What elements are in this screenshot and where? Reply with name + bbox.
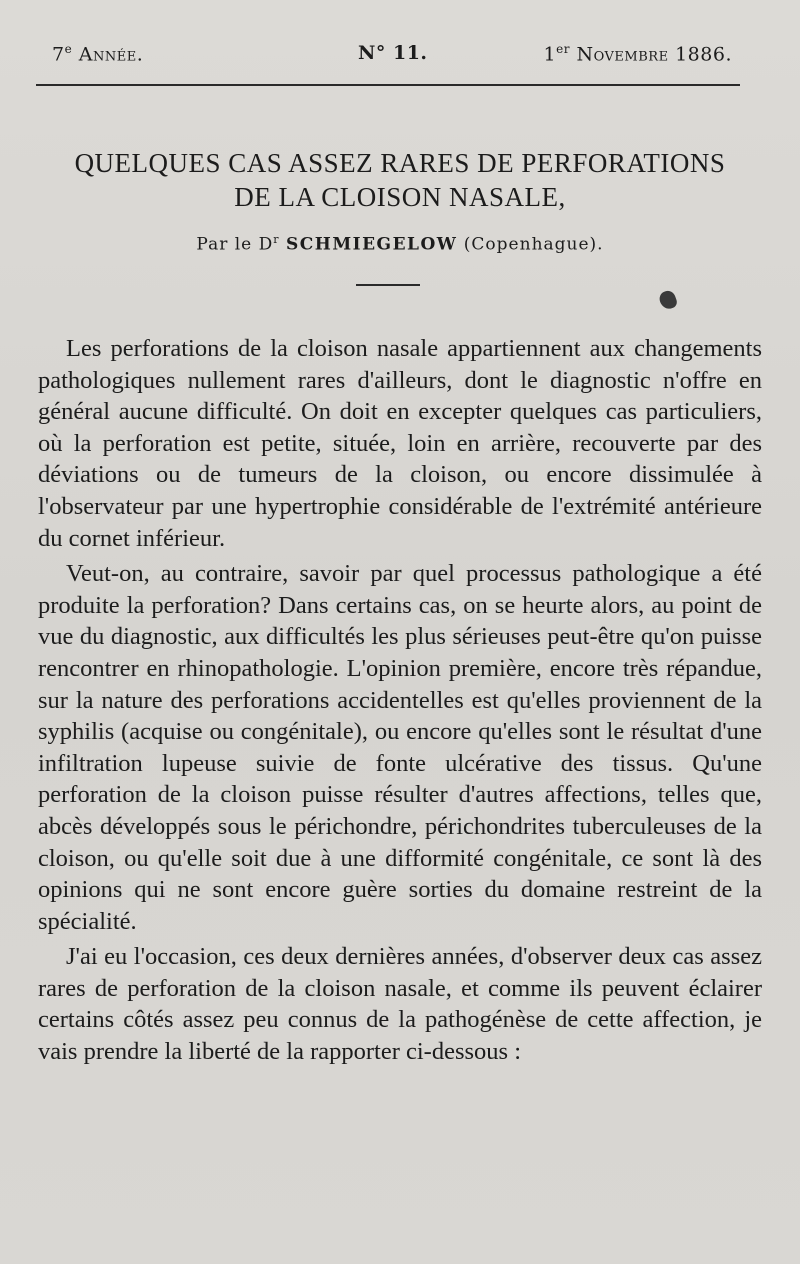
- year-superscript: e: [64, 42, 73, 56]
- year-number: 7: [52, 43, 65, 66]
- article-title: [0, 146, 800, 214]
- ink-spot: [657, 289, 678, 311]
- article-body: [38, 333, 762, 1072]
- paragraph-2: Veut-on, au contraire, savoir par quel processus pathologique a été produite la perforation? Dans certains cas, on se heurte alors, au point de vue du diagnostic, aux difficultés les plus sérieuses peut-être qu'on puisse rencontrer en rhinopathologie. L'opinion première, encore très répandue, sur la nature des perforations accidentelles est qu'elles proviennent de la syphilis (acquise ou congénitale), ou encore qu'elles sont le résultat d'une infiltration lupeuse suivie de fonte ulcérative des tissus. Qu'une perforation de la cloison puisse résulter d'autres affections, telles que, abcès développés sous le périchondre, périchondrites tuberculeuses de la cloison, ou qu'elle soit due à une difformité congénitale, ce sont là des opinions qui ne sont encore guère sorties du domaine restreint de la spécialité.: [38, 560, 762, 935]
- date-day: 1: [543, 43, 557, 66]
- date-text: Novembre 1886.: [576, 43, 732, 66]
- issue-date: [544, 42, 733, 65]
- issue-number: N° 11.: [358, 42, 428, 64]
- byline-prefix: Par le D: [196, 234, 274, 255]
- year-word: Année.: [78, 43, 144, 66]
- paragraph-1: Les perforations de la cloison nasale appartiennent aux changements pathologiques nullement rares d'ailleurs, dont le diagnostic n'offre en général aucune difficulté. On doit en excepter quelques cas particuliers, où la perforation est petite, située, loin en arrière, recouverte par des déviations ou de tumeurs de la cloison, ou encore dissimulée à l'observateur par une hypertrophie considérable de l'extrémité antérieure du cornet inférieur.: [38, 335, 762, 552]
- byline-superscript: r: [273, 233, 280, 246]
- author-affiliation: (Copenhague).: [463, 234, 604, 255]
- date-superscript: er: [556, 42, 570, 56]
- title-line-2: DE LA CLOISON NASALE,: [234, 182, 566, 212]
- title-separator-rule: [356, 284, 420, 286]
- paragraph-3: J'ai eu l'occasion, ces deux dernières années, d'observer deux cas assez rares de perforation de la cloison nasale, et comme ils peuvent éclairer certains côtés assez peu connus de la pathogénèse de cette affection, je vais prendre la liberté de la rapporter ci-dessous :: [38, 943, 762, 1066]
- title-line-1: QUELQUES CAS ASSEZ RARES DE PERFORATIONS: [74, 148, 726, 178]
- volume-year: [52, 42, 143, 65]
- running-header: [52, 42, 732, 66]
- header-rule: [36, 84, 740, 86]
- author-name: SCHMIEGELOW: [285, 234, 458, 255]
- byline: [0, 233, 800, 255]
